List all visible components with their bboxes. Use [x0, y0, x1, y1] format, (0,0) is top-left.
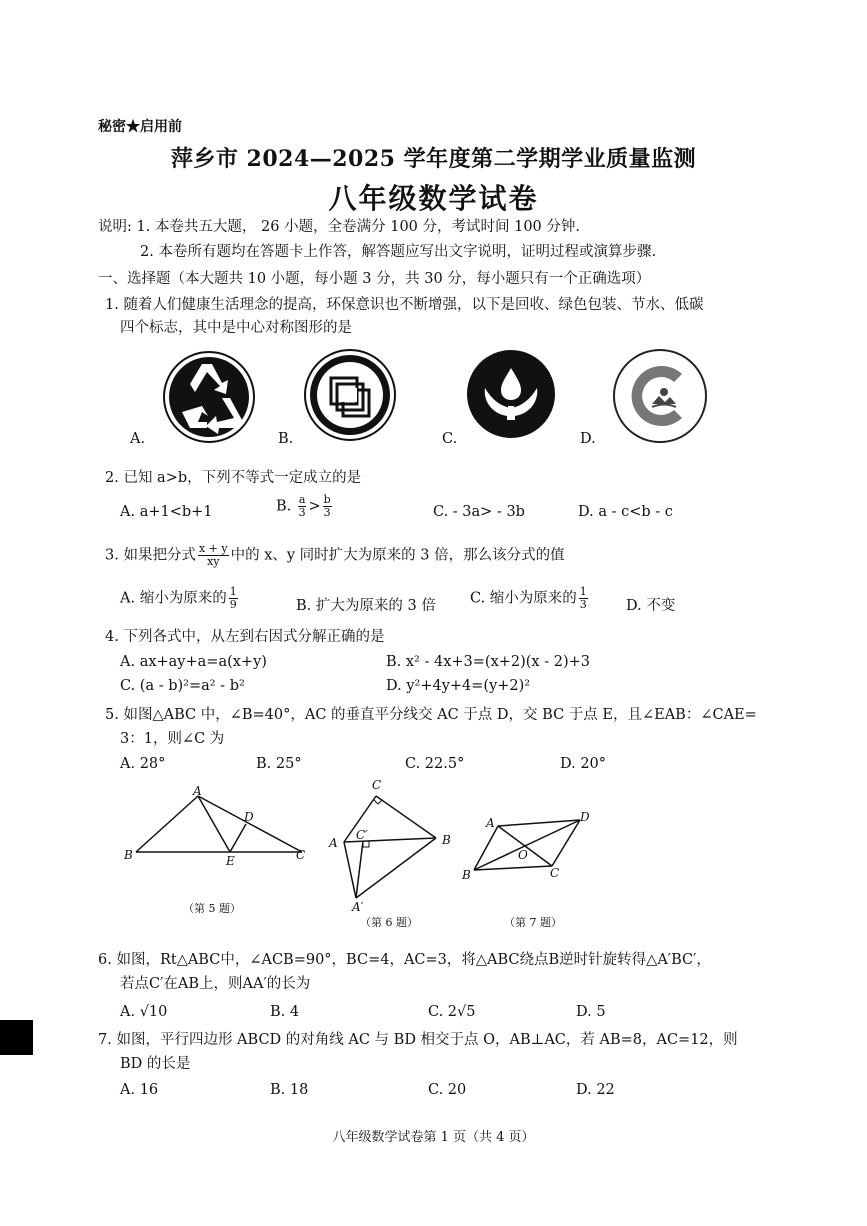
- q3-c-num: 1: [579, 585, 587, 598]
- q3-option-d: D. 不变: [626, 598, 676, 614]
- exam-subtitle: 八年级数学试卷: [328, 182, 539, 215]
- q1-option-b: B.: [278, 431, 294, 447]
- q7-option-c: C. 20: [428, 1082, 467, 1098]
- q3-option-c: [470, 586, 590, 611]
- fig5-label-e: E: [226, 854, 235, 868]
- low-carbon-icon: [612, 348, 708, 444]
- q7-line-2: BD 的长是: [120, 1056, 191, 1072]
- note-line-2: 2. 本卷所有题均在答题卡上作答，解答题应写出文字说明，证明过程或演算步骤.: [140, 244, 657, 260]
- fig5-label-d: D: [244, 810, 254, 824]
- q6-option-b: B. 4: [270, 1004, 300, 1020]
- q7-line-1: 7. 如图，平行四边形 ABCD 的对角线 AC 与 BD 相交于点 O，AB⊥AC，若 AB=8，AC=12，则: [98, 1032, 738, 1048]
- q4-option-d: D. y²+4y+4=(y+2)²: [386, 678, 531, 694]
- fig7-caption: （第 7 题）: [504, 916, 562, 929]
- q2-option-c: C. - 3a> - 3b: [433, 504, 525, 520]
- fig6-label-a-prime: A′: [352, 900, 364, 914]
- q6-option-d: D. 5: [576, 1004, 606, 1020]
- green-packaging-icon: [303, 348, 397, 442]
- q2-option-a: A. a+1<b+1: [120, 504, 213, 520]
- fig7-label-a: A: [486, 816, 495, 830]
- q3-c-fraction: [579, 586, 588, 611]
- q2-option-b-fraction-1: [298, 494, 307, 519]
- confidential-label: 秘密★启用前: [98, 119, 182, 135]
- note-line-1: 说明: 1. 本卷共五大题， 26 小题，全卷满分 100 分，考试时间 100 分钟.: [98, 219, 581, 235]
- exam-title: 萍乡市 2024—2025 学年度第二学期学业质量监测: [170, 146, 697, 172]
- q6-line-1: 6. 如图，Rt△ABC中，∠ACB=90°，BC=4，AC=3，将△ABC绕点B逆时针旋转得△A′BC′，: [98, 952, 711, 968]
- fig5-caption: （第 5 题）: [183, 902, 241, 915]
- q5-option-b: B. 25°: [256, 756, 302, 772]
- fig6-label-a: A: [329, 836, 338, 850]
- water-saving-icon: [465, 348, 557, 440]
- fig6-caption: （第 6 题）: [360, 916, 418, 929]
- q3-stem-post: 中的 x、y 同时扩大为原来的 3 倍，那么该分式的值: [230, 547, 565, 564]
- fig6-label-c-prime: C′: [356, 828, 368, 842]
- q5-option-a: A. 28°: [120, 756, 166, 772]
- fig5-label-a: A: [193, 784, 202, 798]
- fig7-label-o: O: [518, 848, 528, 862]
- q2-option-b-fraction-2: [323, 494, 332, 519]
- fig5-label-b: B: [124, 848, 133, 862]
- q3-a-den: 9: [229, 598, 237, 611]
- scan-mark: [0, 1020, 33, 1055]
- fig7-label-c: C: [550, 866, 560, 880]
- q2-option-b-label: B.: [276, 498, 292, 515]
- q1-option-d: D.: [580, 431, 596, 447]
- page-footer: 八年级数学试卷第 1 页（共 4 页）: [332, 1130, 535, 1145]
- fig7-label-d: D: [580, 810, 590, 824]
- q6-option-a: A. √10: [120, 1004, 168, 1020]
- q1-line-1: 1. 随着人们健康生活理念的提高，环保意识也不断增强，以下是回收、绿色包装、节水、低碳: [105, 297, 704, 313]
- q2-stem: 2. 已知 a>b，下列不等式一定成立的是: [105, 470, 362, 486]
- q6-option-c: C. 2√5: [428, 1004, 476, 1020]
- q5-line-1: 5. 如图△ABC 中，∠B=40°，AC 的垂直平分线交 AC 于点 D，交 BC 于点 E，且∠EAB：∠CAE=: [105, 707, 757, 723]
- q2-b-gt: >: [308, 498, 321, 515]
- q7-option-a: A. 16: [120, 1082, 159, 1098]
- q3-option-a: [120, 586, 240, 611]
- q3-a-pre: A. 缩小为原来的: [120, 590, 227, 607]
- q3-fraction: [198, 543, 229, 568]
- fig7-label-b: B: [462, 868, 471, 882]
- q4-option-b: B. x² - 4x+3=(x+2)(x - 2)+3: [386, 654, 590, 670]
- q3-stem: [105, 543, 565, 568]
- q2-b-num1: a: [298, 493, 306, 506]
- q4-stem: 4. 下列各式中，从左到右因式分解正确的是: [105, 629, 385, 645]
- q2-b-num2: b: [323, 493, 331, 506]
- fig5-label-c: C: [296, 848, 306, 862]
- q5-option-d: D. 20°: [560, 756, 607, 772]
- q5-option-c: C. 22.5°: [405, 756, 465, 772]
- q7-option-d: D. 22: [576, 1082, 615, 1098]
- q2-option-d: D. a - c<b - c: [578, 504, 673, 520]
- q3-frac-den: xy: [207, 555, 220, 568]
- figure-5: [120, 780, 320, 880]
- q4-option-a: A. ax+ay+a=a(x+y): [120, 654, 267, 670]
- q3-option-b: B. 扩大为原来的 3 倍: [296, 598, 436, 614]
- q2-b-den2: 3: [323, 506, 331, 519]
- q3-c-den: 3: [579, 598, 587, 611]
- q6-line-2: 若点C′在AB上，则AA′的长为: [120, 976, 311, 992]
- q4-option-c: C. (a - b)²=a² - b²: [120, 678, 245, 694]
- q1-line-2: 四个标志，其中是中心对称图形的是: [120, 320, 352, 336]
- q3-a-fraction: [229, 586, 238, 611]
- q7-option-b: B. 18: [270, 1082, 309, 1098]
- q5-line-2: 3：1，则∠C 为: [120, 731, 225, 747]
- q2-option-b: [276, 494, 334, 519]
- q3-frac-num: x + y: [198, 542, 228, 555]
- q3-a-num: 1: [229, 585, 237, 598]
- fig6-label-c: C: [372, 778, 382, 792]
- q3-c-pre: C. 缩小为原来的: [470, 590, 577, 607]
- recycle-icon: [162, 350, 256, 444]
- q1-option-a: A.: [130, 431, 146, 447]
- section-heading: 一、选择题（本大题共 10 小题，每小题 3 分，共 30 分，每小题只有一个正确选项）: [98, 271, 651, 287]
- q1-option-c: C.: [442, 431, 458, 447]
- q3-stem-pre: 3. 如果把分式: [105, 547, 196, 564]
- figure-6: [330, 780, 450, 910]
- fig6-label-b: B: [442, 833, 451, 847]
- q2-b-den1: 3: [298, 506, 306, 519]
